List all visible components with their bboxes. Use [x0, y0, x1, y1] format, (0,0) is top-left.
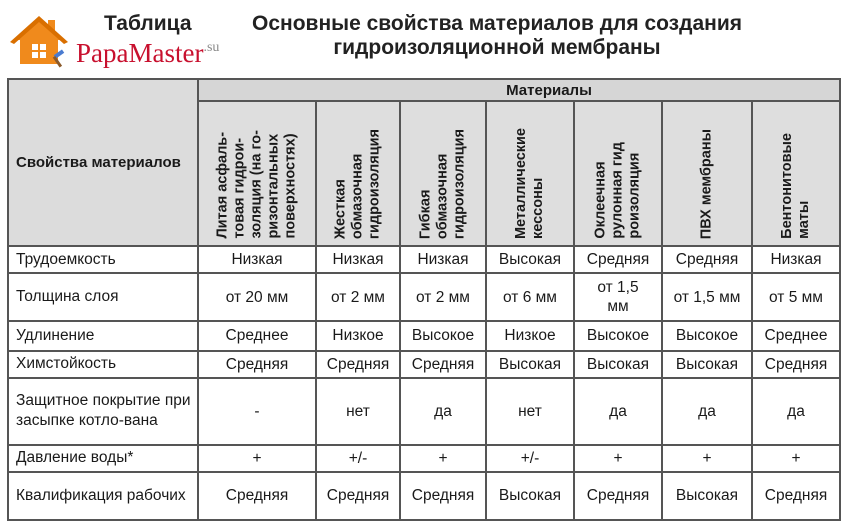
material-column-header: [400, 101, 486, 246]
table-row: [8, 246, 840, 273]
table-cell: Средняя: [198, 472, 316, 520]
table-cell: Высокая: [662, 472, 752, 520]
material-column-header: [198, 101, 316, 246]
table-cell: Высокая: [662, 351, 752, 378]
property-label: Трудоемкость: [8, 246, 198, 273]
table-cell: Низкая: [316, 246, 400, 273]
page-title: Основные свойства материалов для создания гидроизоляционной мембраны: [252, 12, 742, 59]
material-column-header: [752, 101, 840, 246]
table-cell: да: [574, 378, 662, 445]
table-cell: от 5 мм: [752, 273, 840, 321]
page-header: [0, 0, 850, 76]
table-cell: +: [662, 445, 752, 472]
materials-properties-table: [7, 78, 841, 521]
property-label: Химстойкость: [8, 351, 198, 378]
table-row: [8, 273, 840, 321]
table-cell: нет: [486, 378, 574, 445]
material-column-header: [662, 101, 752, 246]
table-cell: +/-: [486, 445, 574, 472]
table-cell: Высокое: [574, 321, 662, 350]
material-column-header: [486, 101, 574, 246]
material-name: Жесткая обмазочная гидроизоляция: [332, 128, 383, 239]
table-cell: +/-: [316, 445, 400, 472]
material-name: Металлические кессоны: [513, 127, 546, 239]
property-label: Давление воды*: [8, 445, 198, 472]
table-cell: Низкое: [486, 321, 574, 350]
properties-header: Свойства материалов: [8, 79, 198, 246]
table-cell: да: [400, 378, 486, 445]
table-row: [8, 351, 840, 378]
table-row: [8, 472, 840, 520]
table-cell: Средняя: [574, 472, 662, 520]
table-cell: Высокое: [662, 321, 752, 350]
property-label: Защитное покрытие при засыпке котло-вана: [8, 378, 198, 445]
material-name: Литая асфаль- товая гидрои- золяция (на го- ризонтальных поверхностях): [214, 130, 299, 239]
material-name: Гибкая обмазочная гидроизоляция: [417, 128, 468, 239]
table-cell: Средняя: [316, 351, 400, 378]
table-cell: Низкая: [198, 246, 316, 273]
table-cell: от 2 мм: [316, 273, 400, 321]
table-cell: да: [752, 378, 840, 445]
table-cell: Средняя: [198, 351, 316, 378]
table-cell: +: [752, 445, 840, 472]
table-label: Таблица: [104, 12, 192, 35]
table-row: [8, 378, 840, 445]
table-cell: от 1,5 мм: [662, 273, 752, 321]
table-cell: от 1,5 мм: [574, 273, 662, 321]
table-cell: от 20 мм: [198, 273, 316, 321]
table-cell: Средняя: [400, 351, 486, 378]
table-cell: от 2 мм: [400, 273, 486, 321]
table-cell: Высокая: [486, 246, 574, 273]
table-cell: нет: [316, 378, 400, 445]
property-label: Квалификация рабочих: [8, 472, 198, 520]
property-label: Толщина слоя: [8, 273, 198, 321]
table-cell: Низкая: [752, 246, 840, 273]
table-cell: Высокое: [400, 321, 486, 350]
material-column-header: [574, 101, 662, 246]
logo-wordmark: PapaMaster$^{.su}$: [76, 38, 220, 68]
property-label: Удлинение: [8, 321, 198, 350]
material-name: Оклеечная рулонная гид роизоляция: [592, 142, 643, 239]
table-cell: Низкое: [316, 321, 400, 350]
table-cell: +: [400, 445, 486, 472]
table-cell: Низкая: [400, 246, 486, 273]
table-cell: Высокая: [486, 351, 574, 378]
table-cell: Средняя: [752, 351, 840, 378]
table-cell: Среднее: [752, 321, 840, 350]
table-row: [8, 321, 840, 350]
table-cell: Средняя: [574, 246, 662, 273]
table-cell: Среднее: [198, 321, 316, 350]
table-row: [8, 445, 840, 472]
table-cell: Средняя: [316, 472, 400, 520]
material-column-header: [316, 101, 400, 246]
table-cell: +: [198, 445, 316, 472]
material-name: ПВХ мембраны: [698, 128, 715, 239]
table-cell: от 6 мм: [486, 273, 574, 321]
house-icon: [10, 14, 68, 68]
table-cell: Средняя: [400, 472, 486, 520]
table-cell: да: [662, 378, 752, 445]
materials-group-header: Материалы: [198, 79, 840, 101]
table-cell: Средняя: [752, 472, 840, 520]
table-cell: Высокая: [574, 351, 662, 378]
table-cell: Средняя: [662, 246, 752, 273]
table-cell: +: [574, 445, 662, 472]
material-name: Бентонитовые маты: [779, 133, 812, 239]
table-cell: Высокая: [486, 472, 574, 520]
table-cell: -: [198, 378, 316, 445]
